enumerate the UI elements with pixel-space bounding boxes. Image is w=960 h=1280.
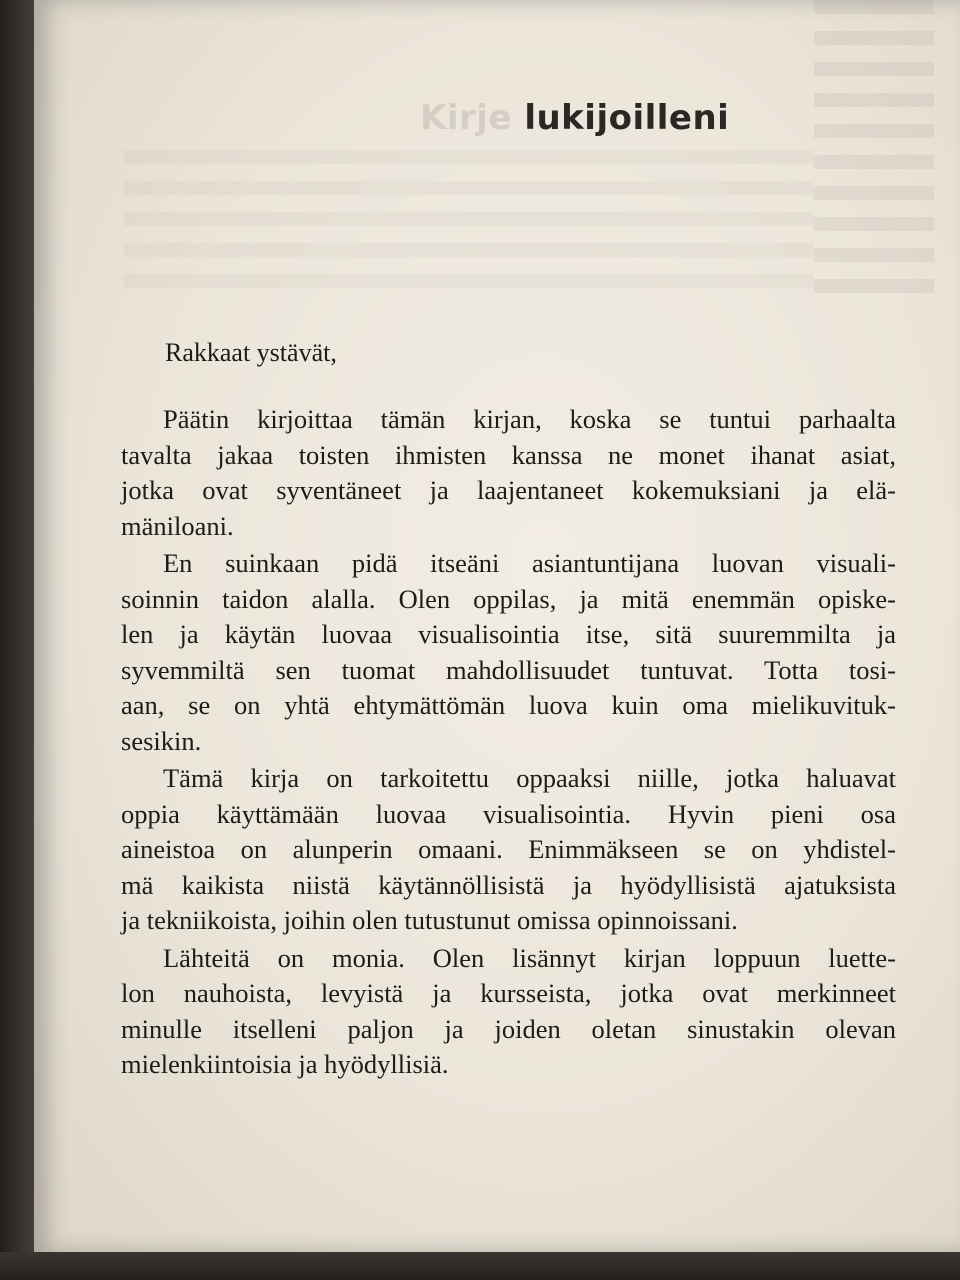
text-line: len ja käytän luovaa visualisointia itse, sitä suuremmilta ja [121,619,896,649]
heading-main-text: lukijoilleni [511,98,730,138]
text-line: aan, se on yhtä ehtymättömän luova kuin oma mielikuvituk- [121,690,896,720]
letter-body [121,402,896,1083]
heading-faded-word: Kirje [420,98,512,138]
salutation: Rakkaat ystävät, [165,338,337,367]
text-line: mäniloani. [121,510,234,541]
text-line: Tämä kirja on tarkoitettu oppaaksi niille, jotka haluavat [163,763,896,793]
text-line: aineistoa on alunperin omaani. Enimmäkseen se on yhdistel- [121,834,896,864]
text-line: jotka ovat syventäneet ja laajentaneet kokemuksiani ja elä- [121,475,896,505]
table-surface [0,1252,960,1280]
page-heading [420,98,780,138]
paragraph-1 [121,402,896,544]
bleed-through-texture-2 [124,150,814,290]
bleed-through-texture [814,0,934,300]
text-line: mä kaikista niistä käytännöllisistä ja hyödyllisistä ajatuksista [121,869,896,900]
text-line: Lähteitä on monia. Olen lisännyt kirjan loppuun luette- [163,942,896,973]
text-line: oppia käyttämään luovaa visualisointia. Hyvin pieni osa [121,798,896,829]
text-line: lon nauhoista, levyistä ja kursseista, jotka ovat merkinneet [121,978,896,1008]
text-line: Päätin kirjoittaa tämän kirjan, koska se tuntui parhaalta [163,404,896,434]
paragraph-4 [121,941,896,1083]
text-line: tavalta jakaa toisten ihmisten kanssa ne monet ihanat asiat, [121,439,896,470]
text-line: ja tekniikoista, joihin olen tutustunut omissa opinnoissani. [121,905,738,935]
text-line: soinnin taidon alalla. Olen oppilas, ja mitä enemmän opiske- [121,583,896,614]
text-line: mielenkiintoisia ja hyödyllisiä. [121,1049,449,1079]
text-line: En suinkaan pidä itseäni asiantuntijana luovan visuali- [163,548,896,578]
paragraph-3 [121,761,896,939]
text-line: minulle itselleni paljon ja joiden oletan sinustakin olevan [121,1013,896,1044]
paragraph-2 [121,546,896,759]
text-line: sesikin. [121,725,202,756]
text-line: syvemmiltä sen tuomat mahdollisuudet tuntuvat. Totta tosi- [121,654,896,685]
